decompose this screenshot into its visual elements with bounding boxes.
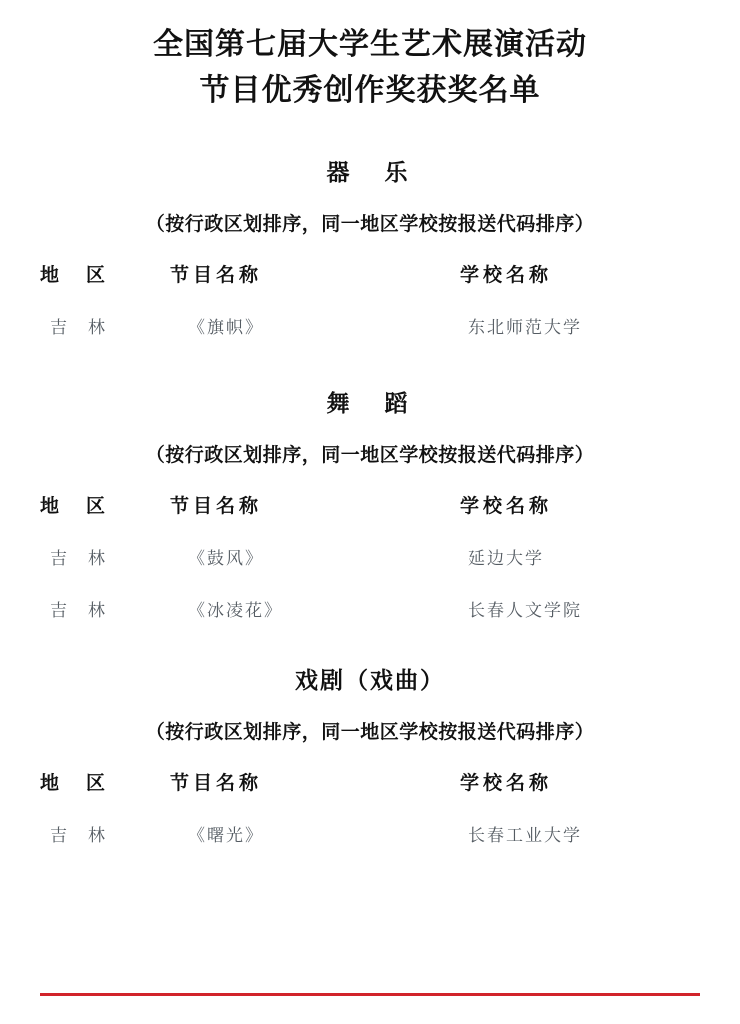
table-header-row [40, 768, 700, 795]
column-header-program: 节目名称 [170, 773, 263, 794]
table-header-row [40, 260, 700, 287]
table-header-row [40, 491, 700, 518]
column-header-program: 节目名称 [170, 496, 263, 517]
cell-program: 《曙光》 [188, 826, 264, 845]
cell-region: 吉 林 [50, 318, 107, 337]
red-underline-marker [40, 993, 700, 996]
table-row [40, 795, 700, 847]
column-header-region: 地 区 [40, 773, 110, 794]
section-note: （按行政区划排序，同一地区学校按报送代码排序） [145, 445, 595, 466]
section-title: 舞 蹈 [326, 391, 414, 416]
column-header-program: 节目名称 [170, 265, 263, 286]
award-table [40, 260, 700, 339]
column-header-region: 地 区 [40, 496, 110, 517]
cell-program: 《鼓风》 [188, 549, 264, 568]
page-title [40, 0, 700, 114]
section-note: （按行政区划排序，同一地区学校按报送代码排序） [145, 214, 595, 235]
page-title-line-2: 节目优秀创作奖获奖名单 [199, 74, 541, 107]
section-drama [40, 662, 700, 847]
section-instrumental [40, 154, 700, 339]
award-table [40, 491, 700, 622]
cell-program: 《冰凌花》 [188, 601, 283, 620]
table-row [40, 570, 700, 622]
cell-region: 吉 林 [50, 549, 107, 568]
column-header-school: 学校名称 [460, 496, 553, 517]
page-title-line-1: 全国第七届大学生艺术展演活动 [153, 28, 587, 61]
cell-school: 东北师范大学 [468, 318, 582, 337]
cell-school: 长春人文学院 [468, 601, 582, 620]
cell-program: 《旗帜》 [188, 318, 264, 337]
column-header-school: 学校名称 [460, 773, 553, 794]
column-header-school: 学校名称 [460, 265, 553, 286]
cell-region: 吉 林 [50, 826, 107, 845]
section-dance [40, 385, 700, 622]
column-header-region: 地 区 [40, 265, 110, 286]
table-row [40, 287, 700, 339]
cell-school: 长春工业大学 [468, 826, 582, 845]
section-title: 戏剧（戏曲） [295, 668, 445, 693]
section-title: 器 乐 [326, 160, 414, 185]
cell-school: 延边大学 [468, 549, 544, 568]
table-row [40, 518, 700, 570]
award-table [40, 768, 700, 847]
section-note: （按行政区划排序，同一地区学校按报送代码排序） [145, 722, 595, 743]
cell-region: 吉 林 [50, 601, 107, 620]
